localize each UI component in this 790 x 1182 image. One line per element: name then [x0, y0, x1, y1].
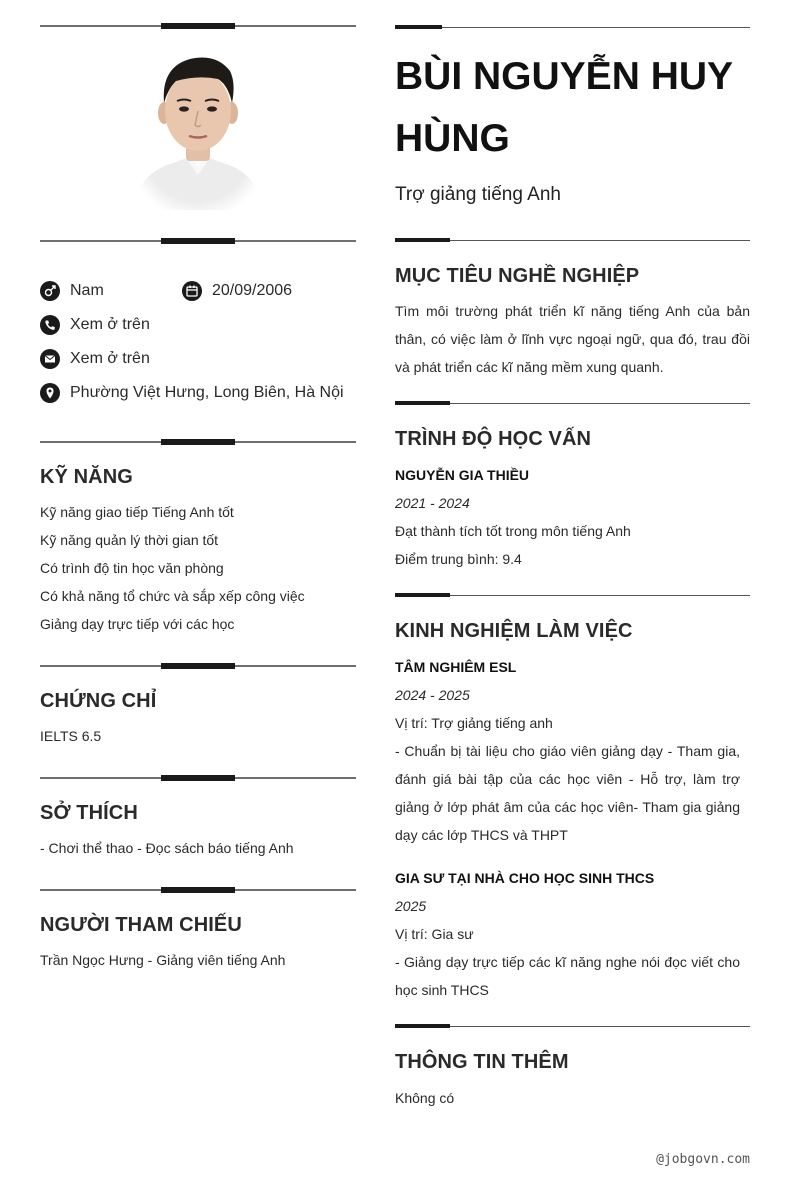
avatar: [128, 45, 268, 215]
job-position: Vị trí: Gia sư: [395, 926, 474, 942]
job-company: TÂM NGHIÊM ESL: [395, 659, 517, 675]
divider: [395, 25, 750, 31]
footer-watermark: @jobgovn.com: [656, 1152, 750, 1167]
mail-icon: [40, 349, 60, 369]
education-achievement: Đạt thành tích tốt trong môn tiếng Anh: [395, 523, 631, 539]
skills-title: KỸ NĂNG: [40, 466, 133, 488]
job-description: - Chuẩn bị tài liệu cho giáo viên giảng dạy - Tham gia, đánh giá bài tập của các học viên - Hỗ trợ, làm trợ giảng ở lớp phát âm của các học viên- Tham gia giảng dạy các lớp THCS và THPT: [395, 743, 740, 843]
calendar-icon: [182, 281, 202, 301]
objective-text: Tìm môi trường phát triển kĩ năng tiếng Anh của bản thân, có việc làm ở lĩnh vực ngoại ngữ, qua đó, trau đồi và phát triển các kĩ năng mềm xung quanh.: [395, 303, 750, 375]
location-pin-icon: [40, 383, 60, 403]
education-gpa: Điểm trung bình: 9.4: [395, 551, 522, 567]
job-period: 2025: [395, 898, 427, 914]
gender-icon: [40, 281, 60, 301]
email-row: [40, 347, 150, 371]
school-name: NGUYỄN GIA THIỀU: [395, 467, 530, 483]
objective-title: MỤC TIÊU NGHỀ NGHIỆP: [395, 265, 640, 287]
skill-item: Kỹ năng giao tiếp Tiếng Anh tốt: [40, 504, 234, 520]
divider: [40, 438, 356, 446]
hobbies-title: SỞ THÍCH: [40, 802, 138, 824]
certificate-item: IELTS 6.5: [40, 728, 102, 744]
divider: [40, 237, 356, 245]
gender-value: Nam: [70, 282, 104, 299]
education-period: 2021 - 2024: [395, 495, 470, 511]
divider: [40, 774, 356, 782]
certificates-title: CHỨNG CHỈ: [40, 690, 157, 712]
skill-item: Giảng dạy trực tiếp với các học: [40, 616, 235, 632]
divider: [40, 886, 356, 894]
experience-title: KINH NGHIỆM LÀM VIỆC: [395, 620, 633, 642]
divider: [40, 662, 356, 670]
divider: [395, 401, 750, 407]
hobbies-text: - Chơi thể thao - Đọc sách báo tiếng Anh: [40, 840, 294, 856]
divider: [40, 22, 356, 30]
job-description: - Giảng dạy trực tiếp các kĩ năng nghe nói đọc viết cho học sinh THCS: [395, 954, 740, 998]
address-value: Phường Việt Hưng, Long Biên, Hà Nội: [70, 384, 344, 401]
phone-icon: [40, 315, 60, 335]
skill-item: Có trình độ tin học văn phòng: [40, 560, 224, 576]
skill-item: Có khả năng tổ chức và sắp xếp công việc: [40, 588, 305, 604]
job-position: Vị trí: Trợ giảng tiếng anh: [395, 715, 553, 731]
job-company: GIA SƯ TẠI NHÀ CHO HỌC SINH THCS: [395, 870, 655, 886]
additional-title: THÔNG TIN THÊM: [395, 1051, 569, 1073]
phone-row: [40, 313, 150, 337]
references-text: Trần Ngọc Hưng - Giảng viên tiếng Anh: [40, 952, 286, 968]
job-title: Trợ giảng tiếng Anh: [395, 184, 561, 205]
divider: [395, 1024, 750, 1030]
divider: [395, 593, 750, 599]
dob-row: [182, 279, 292, 303]
phone-value: Xem ở trên: [70, 316, 150, 333]
additional-text: Không có: [395, 1090, 455, 1106]
education-title: TRÌNH ĐỘ HỌC VẤN: [395, 428, 592, 450]
gender-row: [40, 279, 104, 303]
job-period: 2024 - 2025: [395, 687, 470, 703]
address-row: [40, 381, 344, 405]
divider: [395, 238, 750, 244]
skill-item: Kỹ năng quản lý thời gian tốt: [40, 532, 219, 548]
candidate-name: BÙI NGUYỄN HUY HÙNG: [395, 55, 733, 160]
references-title: NGƯỜI THAM CHIẾU: [40, 914, 242, 936]
email-value: Xem ở trên: [70, 350, 150, 367]
dob-value: 20/09/2006: [212, 282, 293, 299]
